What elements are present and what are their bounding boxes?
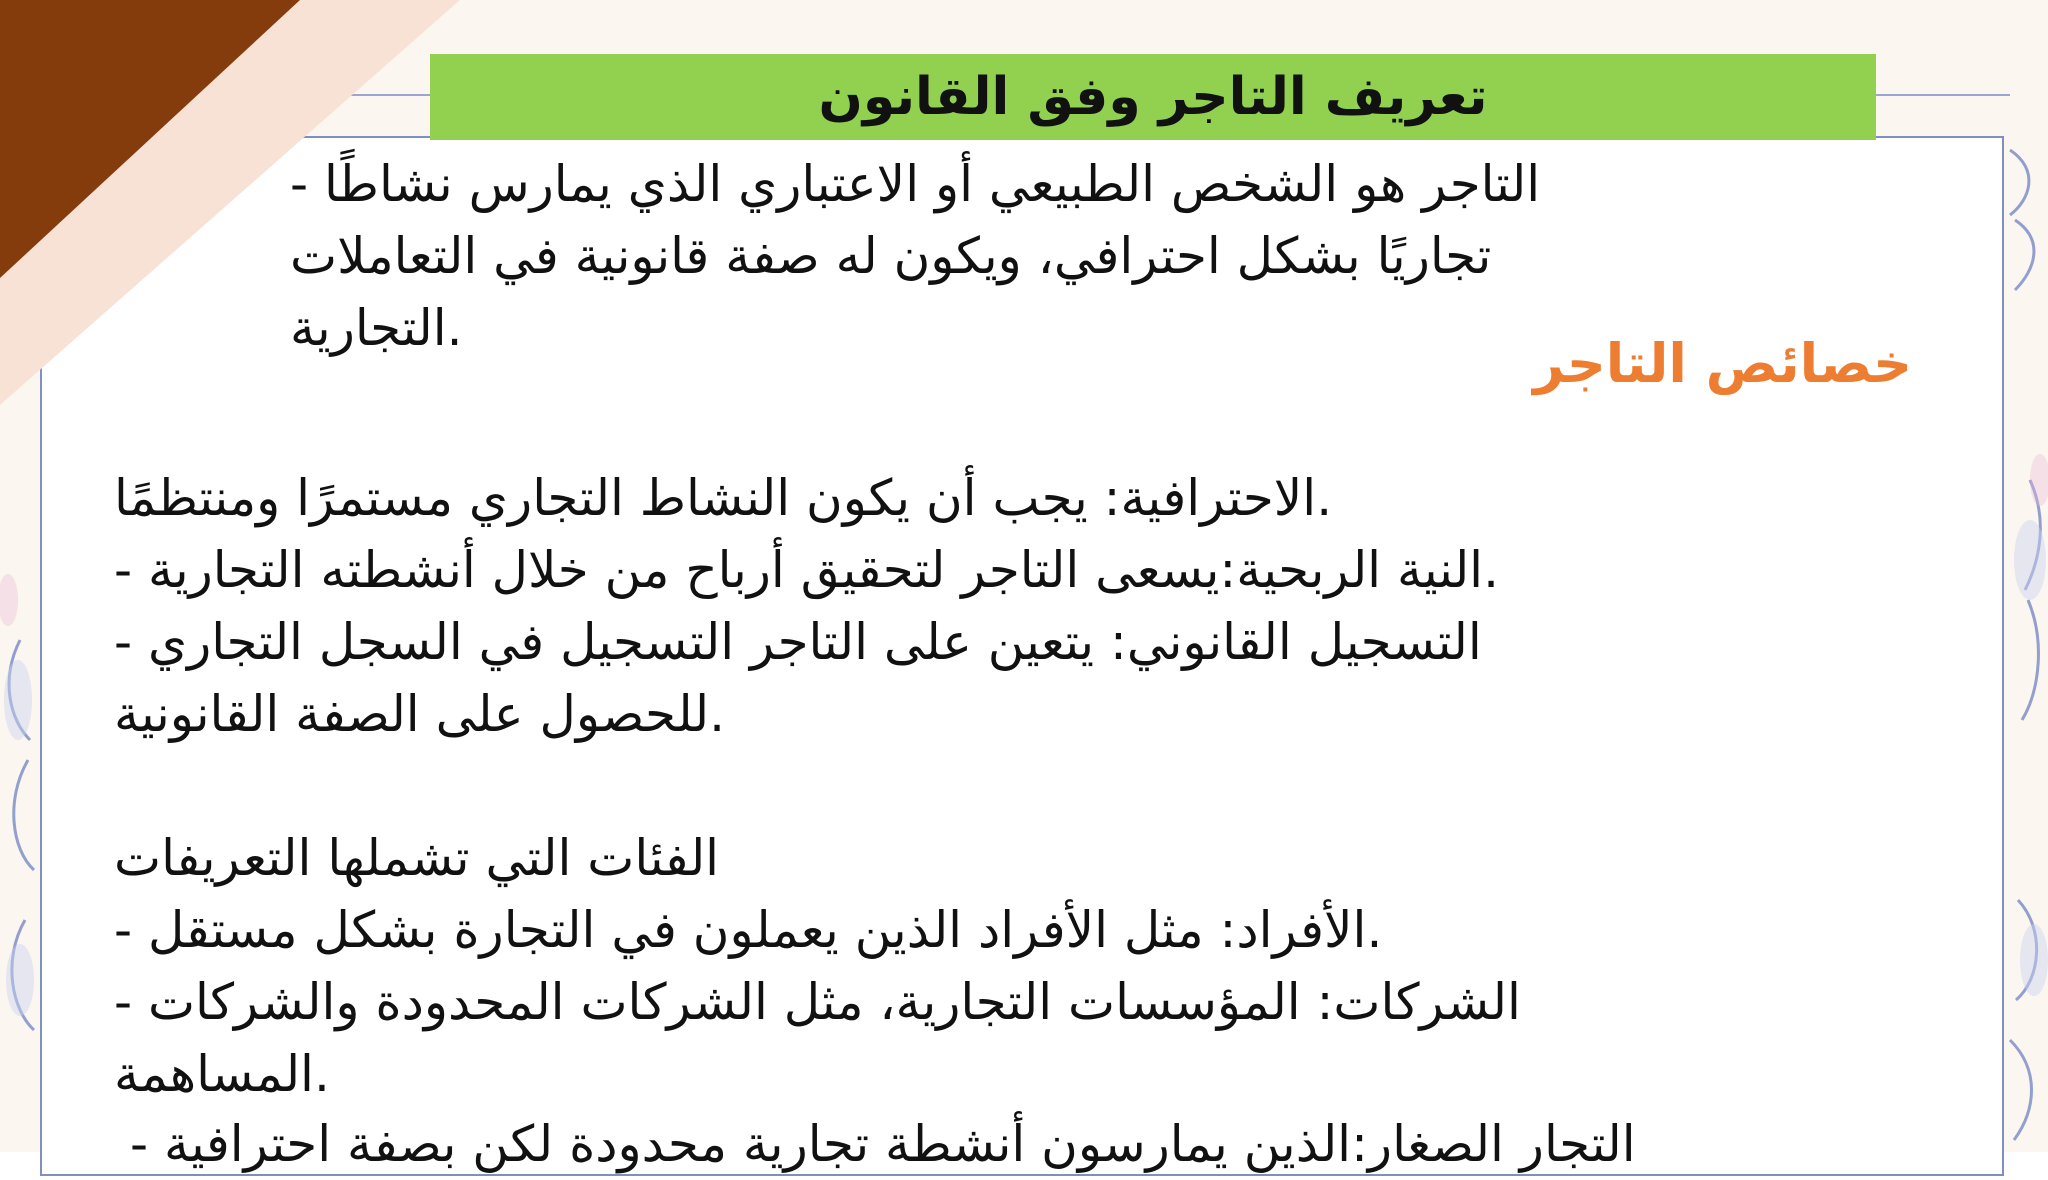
categories-line: - الأفراد: مثل الأفراد الذين يعملون في التجارة بشكل مستقل.	[114, 901, 1383, 959]
definition-line: تجاريًا بشكل احترافي، ويكون له صفة قانونية في التعاملات	[290, 227, 1492, 285]
characteristics-heading: خصائص التاجر	[1533, 332, 1912, 395]
categories-line: الفئات التي تشملها التعريفات	[114, 829, 720, 887]
slide-title: تعريف التاجر وفق القانون	[818, 67, 1488, 127]
categories-line: - الشركات: المؤسسات التجارية، مثل الشركات المحدودة والشركات	[114, 973, 1521, 1031]
categories-text	[114, 822, 1521, 1110]
definition-line: - التاجر هو الشخص الطبيعي أو الاعتباري الذي يمارس نشاطًا	[290, 155, 1541, 213]
partial-text-line: - التجار الصغار:الذين يمارسون أنشطة تجارية محدودة لكن بصفة احترافية	[130, 1115, 1636, 1173]
characteristic-line: - النية الربحية:يسعى التاجر لتحقيق أرباح من خلال أنشطته التجارية.	[114, 541, 1499, 599]
characteristic-line: للحصول على الصفة القانونية.	[114, 685, 726, 743]
characteristic-line: الاحترافية: يجب أن يكون النشاط التجاري مستمرًا ومنتظمًا.	[114, 469, 1333, 527]
characteristics-text	[114, 462, 1499, 750]
title-bar	[430, 54, 1876, 140]
definition-line: التجارية.	[290, 299, 463, 357]
categories-line: المساهمة.	[114, 1045, 330, 1103]
characteristic-line: - التسجيل القانوني: يتعين على التاجر التسجيل في السجل التجاري	[114, 613, 1482, 671]
definition-text	[290, 148, 1540, 364]
